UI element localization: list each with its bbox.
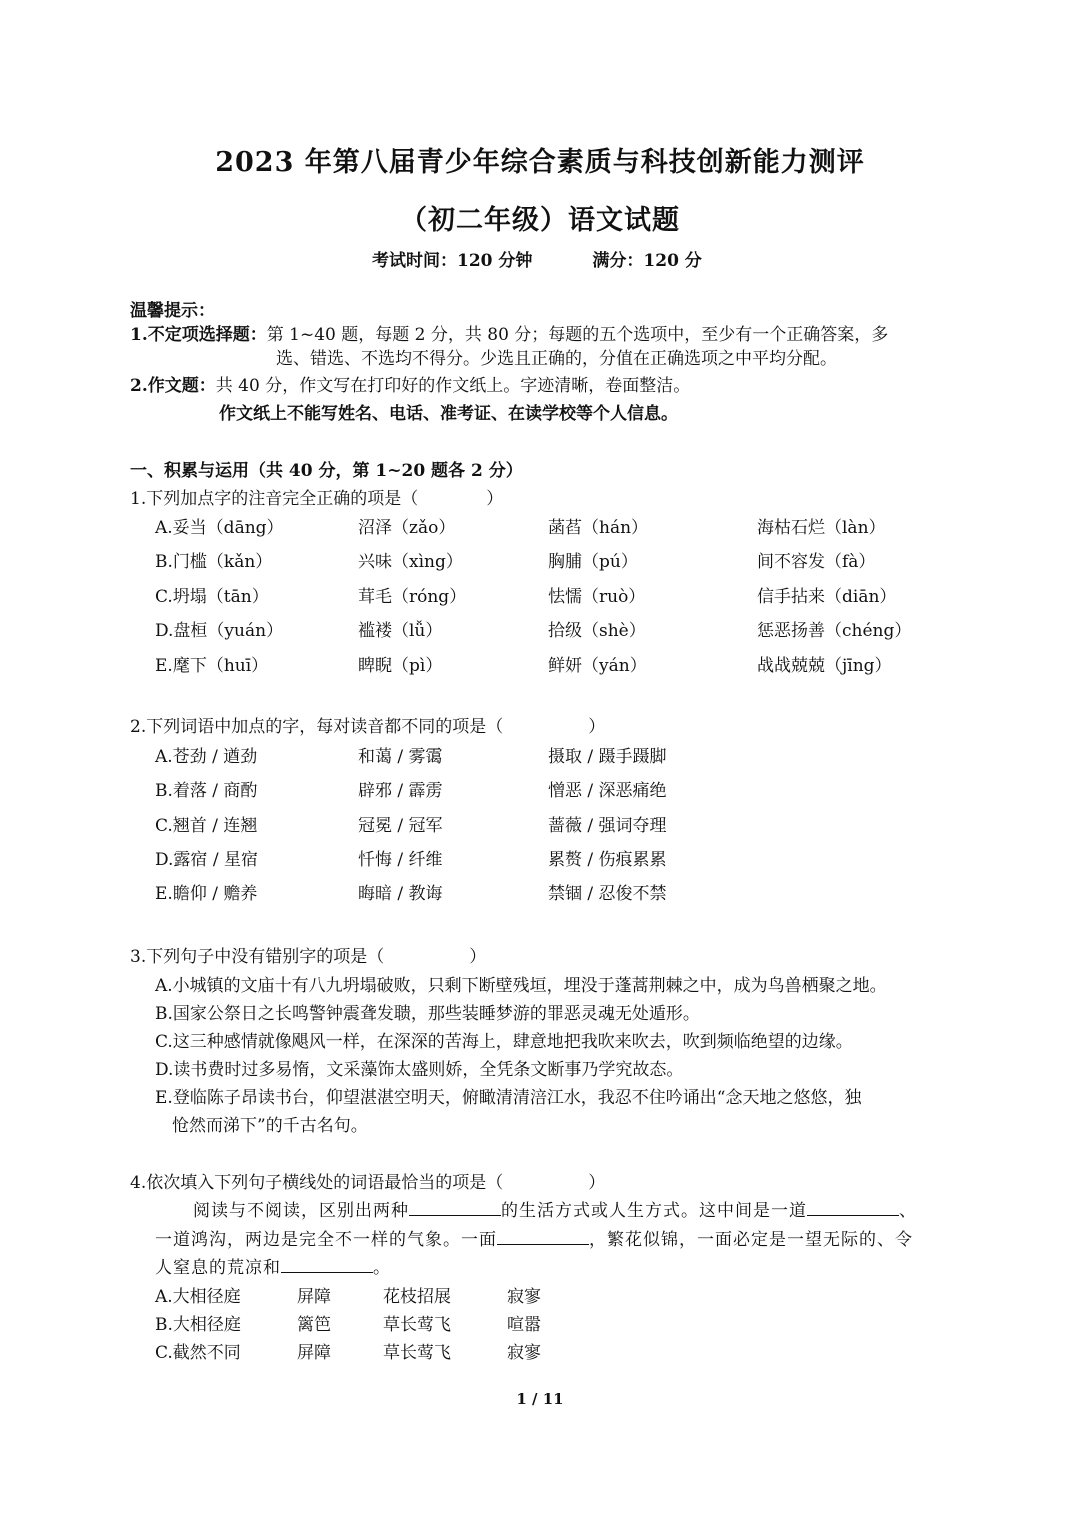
q1-option-cell: B.门槛（kǎn） bbox=[155, 552, 273, 572]
q2-option-cell: 晦暗 / 教诲 bbox=[358, 884, 443, 904]
q4-option-cell: A.大相径庭 bbox=[155, 1287, 241, 1307]
q1-option-cell: 兴味（xìng） bbox=[358, 552, 463, 572]
tips-item-1 bbox=[130, 320, 888, 345]
exam-title: 2023 年第八届青少年综合素质与科技创新能力测评 bbox=[215, 147, 865, 178]
q1-option-cell: 拾级（shè） bbox=[548, 621, 646, 641]
q1-option-cell: 鲜妍（yán） bbox=[548, 656, 647, 676]
q4-passage-line-2 bbox=[155, 1225, 913, 1250]
q4-option-cell: 寂寥 bbox=[507, 1287, 541, 1307]
q4-option-cell: 花枝招展 bbox=[383, 1287, 451, 1307]
q4-passage-text: 人窒息的荒凉和 bbox=[155, 1258, 281, 1278]
q1-option-cell: 惩恶扬善（chéng） bbox=[757, 621, 912, 641]
question-1-stem: 1.下列加点字的注音完全正确的项是（ ） bbox=[130, 489, 504, 509]
page-number: 1 / 11 bbox=[516, 1390, 564, 1408]
fill-blank bbox=[807, 1201, 899, 1216]
q1-option-cell: 茸毛（róng） bbox=[358, 587, 467, 607]
q4-passage-line-3 bbox=[155, 1253, 391, 1278]
q1-option-cell: 间不容发（fà） bbox=[757, 552, 876, 572]
tips-item-2-warning: 作文纸上不能写姓名、电话、准考证、在读学校等个人信息。 bbox=[219, 404, 678, 424]
q3-option: D.读书费时过多易惰，文采藻饰太盛则娇，全凭条文断事乃学究故态。 bbox=[155, 1060, 684, 1080]
q2-option-cell: 和蔼 / 雾霭 bbox=[358, 747, 443, 767]
q2-option-cell: A.苍劲 / 遒劲 bbox=[155, 747, 258, 767]
q4-passage-text: 一道鸿沟，两边是完全不一样的气象。一面 bbox=[155, 1230, 497, 1250]
q4-option-cell: 草长莺飞 bbox=[383, 1315, 451, 1335]
q2-option-cell: B.着落 / 商酌 bbox=[155, 781, 258, 801]
q4-passage-text: 。 bbox=[373, 1258, 391, 1278]
exam-time: 考试时间：120 分钟 bbox=[372, 251, 533, 271]
q3-option: B.国家公祭日之长鸣警钟震聋发聩，那些装睡梦游的罪恶灵魂无处遁形。 bbox=[155, 1004, 700, 1024]
question-4-stem: 4.依次填入下列句子横线处的词语最恰当的项是（ ） bbox=[130, 1173, 606, 1193]
q1-option-cell: 胸脯（pú） bbox=[548, 552, 638, 572]
q1-option-cell: 沼泽（zǎo） bbox=[358, 518, 456, 538]
fill-blank bbox=[409, 1201, 501, 1216]
q4-option-cell: 寂寥 bbox=[507, 1343, 541, 1363]
q2-option-cell: 冠冕 / 冠军 bbox=[358, 816, 443, 836]
section-heading: 一、积累与运用（共 40 分，第 1~20 题各 2 分） bbox=[130, 461, 523, 481]
exam-info bbox=[372, 246, 702, 271]
full-score: 满分：120 分 bbox=[592, 251, 702, 271]
q1-option-cell: 菡萏（hán） bbox=[548, 518, 649, 538]
q2-option-cell: 蔷薇 / 强词夺理 bbox=[548, 816, 667, 836]
q4-option-cell: C.截然不同 bbox=[155, 1343, 241, 1363]
tips-item-1-text: 第 1~40 题，每题 2 分，共 80 分；每题的五个选项中，至少有一个正确答案，多 bbox=[266, 325, 889, 345]
q1-option-cell: 睥睨（pì） bbox=[358, 656, 443, 676]
q4-passage-line-1 bbox=[193, 1196, 917, 1221]
q4-option-cell: 屏障 bbox=[297, 1287, 331, 1307]
q3-option: E.登临陈子昂读书台，仰望湛湛空明天，俯瞰清清涪江水，我忍不住吟诵出“念天地之悠悠，独 bbox=[155, 1088, 862, 1108]
q2-option-cell: 累赘 / 伤痕累累 bbox=[548, 850, 667, 870]
q2-option-cell: D.露宿 / 星宿 bbox=[155, 850, 258, 870]
exam-subtitle: （初二年级）语文试题 bbox=[400, 205, 680, 236]
q2-option-cell: 禁锢 / 忍俊不禁 bbox=[548, 884, 667, 904]
q1-option-cell: 怯懦（ruò） bbox=[548, 587, 646, 607]
q1-option-cell: 褴褛（lǚ） bbox=[358, 621, 443, 641]
tips-item-2-text: 共 40 分，作文写在打印好的作文纸上。字迹清晰，卷面整洁。 bbox=[215, 376, 691, 396]
q2-option-cell: C.翘首 / 连翘 bbox=[155, 816, 258, 836]
q1-option-cell: C.坍塌（tān） bbox=[155, 587, 269, 607]
tips-heading: 温馨提示： bbox=[130, 301, 215, 321]
fill-blank bbox=[281, 1258, 373, 1273]
q4-option-cell: 篱笆 bbox=[297, 1315, 331, 1335]
q4-passage-text: 阅读与不阅读，区别出两种 bbox=[193, 1201, 409, 1221]
q2-option-cell: E.瞻仰 / 赡养 bbox=[155, 884, 258, 904]
tips-item-1-label: 1.不定项选择题： bbox=[130, 325, 267, 345]
q2-option-cell: 摄取 / 蹑手蹑脚 bbox=[548, 747, 667, 767]
q1-option-cell: 信手拈来（diān） bbox=[757, 587, 897, 607]
q3-option-cont: 怆然而涕下”的千古名句。 bbox=[172, 1116, 368, 1136]
tips-item-2 bbox=[130, 371, 690, 396]
q1-option-cell: 战战兢兢（jīng） bbox=[757, 656, 892, 676]
q4-option-cell: 喧嚣 bbox=[507, 1315, 541, 1335]
question-3-stem: 3.下列句子中没有错别字的项是（ ） bbox=[130, 947, 487, 967]
q4-option-cell: 屏障 bbox=[297, 1343, 331, 1363]
q3-option: A.小城镇的文庙十有八九坍塌破败，只剩下断壁残垣，埋没于蓬蒿荆棘之中，成为鸟兽栖聚之地。 bbox=[155, 976, 887, 996]
question-2-stem: 2.下列词语中加点的字，每对读音都不同的项是（ ） bbox=[130, 717, 606, 737]
tips-item-1-cont: 选、错选、不选均不得分。少选且正确的，分值在正确选项之中平均分配。 bbox=[276, 349, 837, 369]
q2-option-cell: 忏悔 / 纤维 bbox=[358, 850, 443, 870]
tips-item-2-label: 2.作文题： bbox=[130, 376, 216, 396]
fill-blank bbox=[497, 1230, 589, 1245]
q2-option-cell: 憎恶 / 深恶痛绝 bbox=[548, 781, 667, 801]
q4-passage-text: 的生活方式或人生方式。这中间是一道 bbox=[501, 1201, 807, 1221]
q1-option-cell: 海枯石烂（làn） bbox=[757, 518, 886, 538]
q4-passage-text: ，繁花似锦，一面必定是一望无际的、令 bbox=[589, 1230, 913, 1250]
q3-option: C.这三种感情就像飓风一样，在深深的苦海上，肆意地把我吹来吹去，吹到频临绝望的边缘。 bbox=[155, 1032, 853, 1052]
q1-option-cell: A.妥当（dāng） bbox=[155, 518, 284, 538]
q4-passage-text: 、 bbox=[899, 1201, 917, 1221]
q4-option-cell: B.大相径庭 bbox=[155, 1315, 241, 1335]
q1-option-cell: E.麾下（huī） bbox=[155, 656, 269, 676]
q1-option-cell: D.盘桓（yuán） bbox=[155, 621, 284, 641]
q2-option-cell: 辟邪 / 霹雳 bbox=[358, 781, 443, 801]
q4-option-cell: 草长莺飞 bbox=[383, 1343, 451, 1363]
